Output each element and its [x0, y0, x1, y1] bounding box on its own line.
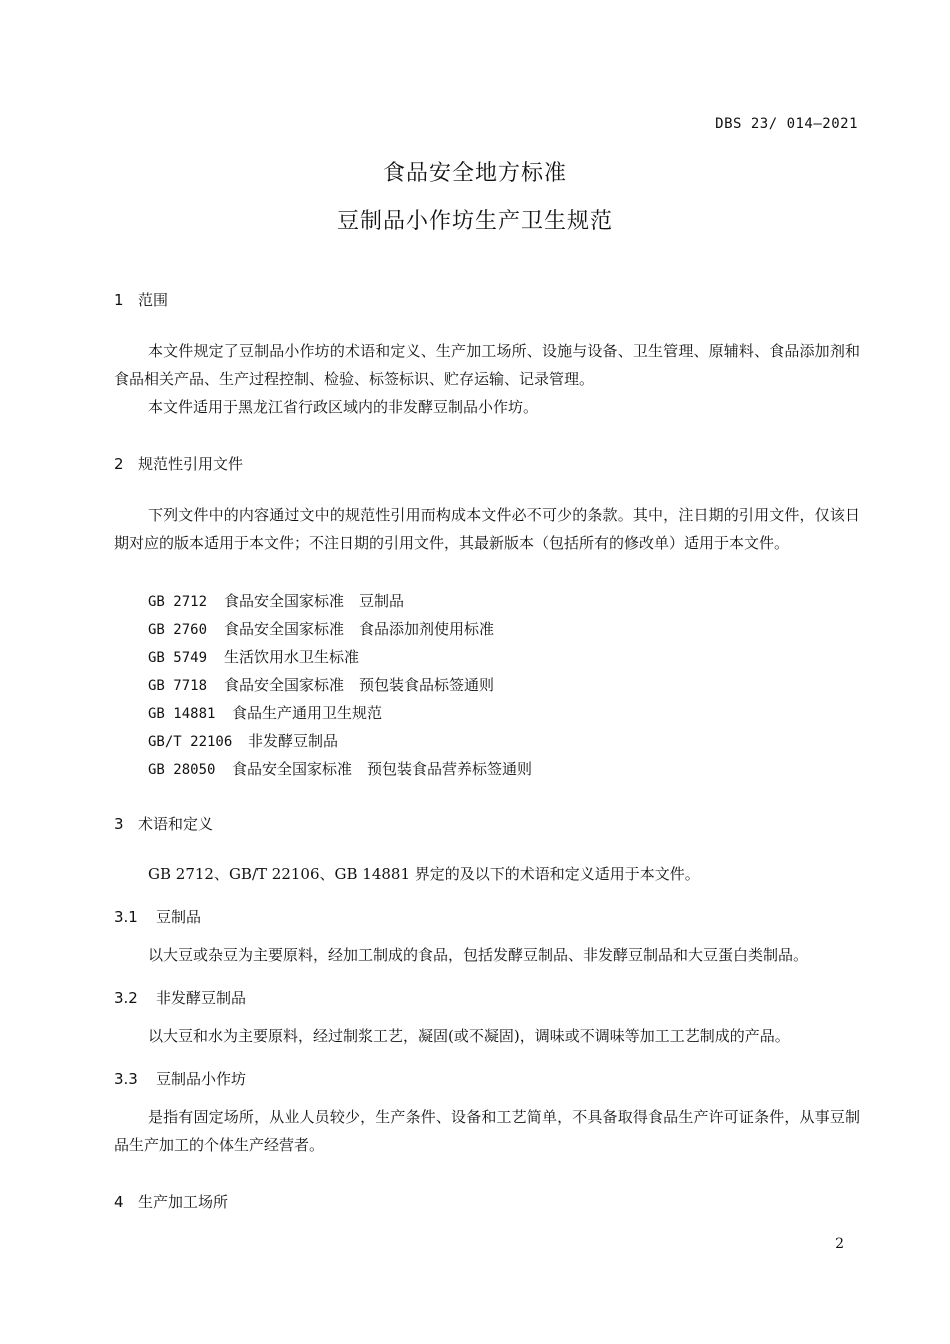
term-3-3-definition: 是指有固定场所，从业人员较少，生产条件、设备和工艺简单，不具备取得食品生产许可证条件，从事豆制品生产加工的个体生产经营者。 [114, 1108, 860, 1154]
reference-title: 食品安全国家标准 豆制品 [224, 592, 405, 610]
section-1-paragraph-1: 本文件规定了豆制品小作坊的术语和定义、生产加工场所、设施与设备、卫生管理、原辅料、食品添加剂和食品相关产品、生产过程控制、检验、标签标识、贮存运输、记录管理。 [114, 342, 860, 388]
reference-title: 食品生产通用卫生规范 [232, 704, 383, 722]
term-number: 3.2 [114, 989, 138, 1007]
term-title: 非发酵豆制品 [156, 989, 247, 1007]
section-3-paragraph: GB 2712、GB/T 22106、GB 14881 界定的及以下的术语和定义适用于本文件。 [148, 865, 700, 883]
term-title: 豆制品 [156, 908, 202, 926]
term-number: 3.1 [114, 908, 138, 926]
section-title: 规范性引用文件 [138, 455, 244, 473]
section-2-paragraph: 下列文件中的内容通过文中的规范性引用而构成本文件必不可少的条款。其中，注日期的引用文件，仅该日期对应的版本适用于本文件；不注日期的引用文件，其最新版本（包括所有的修改单）适用于本文件。 [114, 506, 860, 552]
reference-title: 食品安全国家标准 食品添加剂使用标准 [224, 620, 495, 638]
section-title: 范围 [138, 291, 169, 309]
document-code: DBS 23/ 014—2021 [715, 116, 858, 132]
page-number: 2 [835, 1236, 844, 1252]
reference-title: 食品安全国家标准 预包装食品标签通则 [224, 676, 495, 694]
reference-item [148, 674, 494, 695]
section-title: 术语和定义 [138, 815, 214, 833]
title-line-2: 豆制品小作坊生产卫生规范 [336, 209, 613, 234]
reference-item [148, 730, 338, 751]
section-number: 3 [114, 815, 124, 833]
reference-code: GB 2760 [148, 622, 208, 638]
reference-title: 生活饮用水卫生标准 [224, 648, 360, 666]
section-number: 1 [114, 291, 124, 309]
section-number: 4 [114, 1193, 124, 1211]
term-3-3-heading [114, 1068, 246, 1089]
section-4-heading [114, 1191, 228, 1212]
reference-code: GB 2712 [148, 594, 208, 610]
reference-title: 食品安全国家标准 预包装食品营养标签通则 [232, 760, 533, 778]
title-line-1: 食品安全地方标准 [382, 161, 567, 186]
term-3-2-heading [114, 987, 246, 1008]
section-3-heading [114, 813, 213, 834]
reference-item [148, 618, 494, 639]
section-title: 生产加工场所 [138, 1193, 229, 1211]
reference-code: GB 14881 [148, 706, 216, 722]
section-1-paragraph-2: 本文件适用于黑龙江省行政区域内的非发酵豆制品小作坊。 [148, 398, 539, 416]
reference-item [148, 590, 404, 611]
term-3-1-definition: 以大豆或杂豆为主要原料，经加工制成的食品，包括发酵豆制品、非发酵豆制品和大豆蛋白类制品。 [148, 946, 809, 964]
reference-item [148, 758, 532, 779]
term-title: 豆制品小作坊 [156, 1070, 247, 1088]
section-1-heading [114, 289, 168, 310]
reference-code: GB/T 22106 [148, 734, 233, 750]
term-3-1-heading [114, 906, 201, 927]
reference-title: 非发酵豆制品 [248, 732, 339, 750]
section-2-heading [114, 453, 243, 474]
term-3-2-definition: 以大豆和水为主要原料，经过制浆工艺，凝固(或不凝固)，调味或不调味等加工工艺制成的产品。 [148, 1027, 790, 1045]
reference-code: GB 7718 [148, 678, 208, 694]
reference-code: GB 28050 [148, 762, 216, 778]
section-number: 2 [114, 455, 124, 473]
reference-item [148, 702, 382, 723]
term-number: 3.3 [114, 1070, 138, 1088]
reference-item [148, 646, 359, 667]
reference-code: GB 5749 [148, 650, 208, 666]
